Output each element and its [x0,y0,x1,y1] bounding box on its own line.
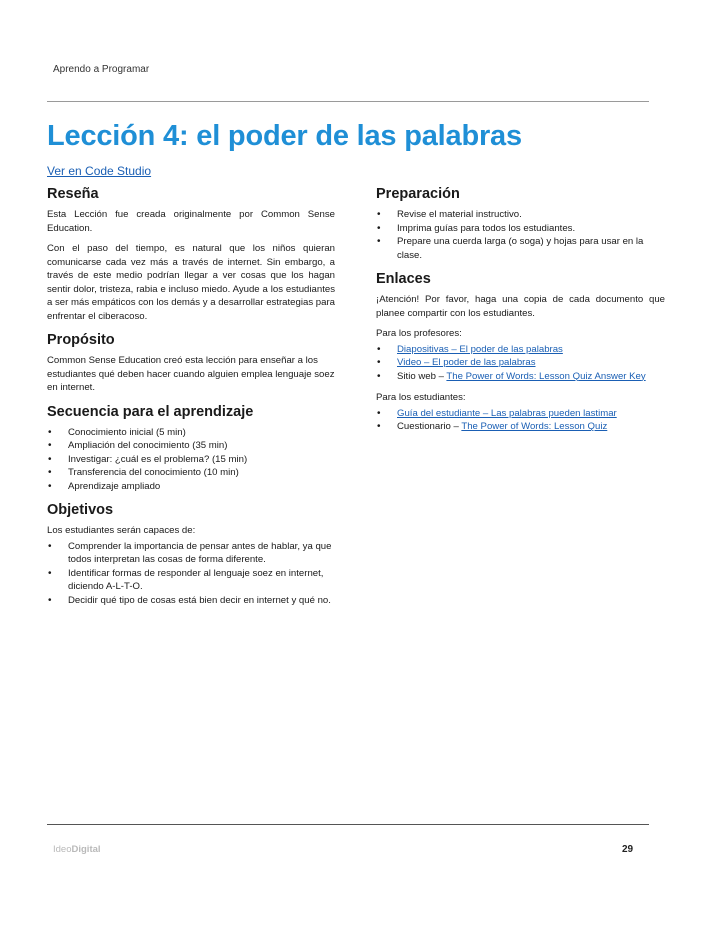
sequence-list [47,426,335,494]
list-item: • Investigar: ¿cuál es el problema? (15 min) [47,453,335,467]
paragraph: Esta Lección fue creada originalmente por Common Sense Education. [47,209,335,234]
section-heading: Reseña [47,186,99,202]
section-heading: Secuencia para el aprendizaje [47,403,254,420]
page-header: Aprendo a Programar [53,64,150,75]
brand-bold: Digital [71,844,101,855]
section-heading: Enlaces [376,271,431,287]
page-number: 29 [622,844,634,855]
section-objetivos [47,502,335,607]
student-guide-link[interactable]: Guía del estudiante – Las palabras pueden lastimar [397,407,617,419]
section-enlaces [376,271,665,434]
section-heading: Preparación [376,186,460,202]
list-item: • Imprima guías para todos los estudiantes. [376,222,665,236]
header-divider [47,101,649,102]
students-label: Para los estudiantes: [376,392,466,403]
list-item: • Identificar formas de responder al lenguaje soez en internet, diciendo A-L-T-O. [47,567,335,594]
objectives-list [47,540,335,608]
code-studio-link[interactable]: Ver en Code Studio [47,164,152,178]
quiz-answer-key-link[interactable]: The Power of Words: Lesson Quiz Answer Key [446,370,646,382]
left-column [47,186,335,616]
paragraph: ¡Atención! Por favor, haga una copia de cada documento que planee compartir con los estudiantes. [376,294,665,319]
list-item: • Revise el material instructivo. [376,208,665,222]
section-proposito [47,332,335,395]
teachers-links-list [376,343,665,384]
preparation-list [376,208,665,262]
footer-divider [47,824,649,825]
section-preparacion [376,186,665,262]
list-item [376,343,665,357]
section-resena [47,186,335,323]
section-secuencia [47,404,335,494]
list-item [376,356,665,370]
paragraph: Common Sense Education creó esta lección para enseñar a los estudiantes qué deben hacer cuando alguien emplea lenguaje soez en internet. [47,355,335,393]
list-item: • Comprender la importancia de pensar antes de hablar, ya que todos interpretan las cosas de forma diferente. [47,540,335,567]
list-item: • Ampliación del conocimiento (35 min) [47,439,335,453]
footer-brand [53,844,101,855]
list-item: • Prepare una cuerda larga (o soga) y hojas para usar en la clase. [376,235,665,262]
list-item [376,370,665,384]
list-item [376,407,665,421]
slides-link[interactable]: Diapositivas – El poder de las palabras [397,343,563,355]
list-item: • Decidir qué tipo de cosas está bien decir en internet y qué no. [47,594,335,608]
paragraph: Los estudiantes serán capaces de: [47,525,196,536]
list-item: • Aprendizaje ampliado [47,480,335,494]
brand-light: Ideo [53,844,72,855]
section-heading: Objetivos [47,502,114,518]
paragraph: Con el paso del tiempo, es natural que los niños quieran comunicarse cada vez más a través de internet. Sin embargo, a través de este medio podrían llegar a ver cosas que los hagan sentir dolor, tristeza, rabia e incluso miedo. Ayude a los estudiantes a ser más empáticos con los demás y a desarrollar estrategias para enfrentar el ciberacoso. [47,243,335,322]
video-link[interactable]: Video – El poder de las palabras [397,357,536,368]
right-column [376,186,665,443]
list-item [376,420,665,434]
section-heading: Propósito [47,332,115,348]
list-item: • Conocimiento inicial (5 min) [47,426,335,440]
item-prefix: Cuestionario – [397,421,462,432]
teachers-label: Para los profesores: [376,328,462,339]
page-title: Lección 4: el poder de las palabras [47,120,522,152]
students-links-list [376,407,665,434]
item-prefix: Sitio web – [397,370,447,382]
lesson-quiz-link[interactable]: The Power of Words: Lesson Quiz [461,421,608,432]
list-item: • Transferencia del conocimiento (10 min) [47,466,335,480]
